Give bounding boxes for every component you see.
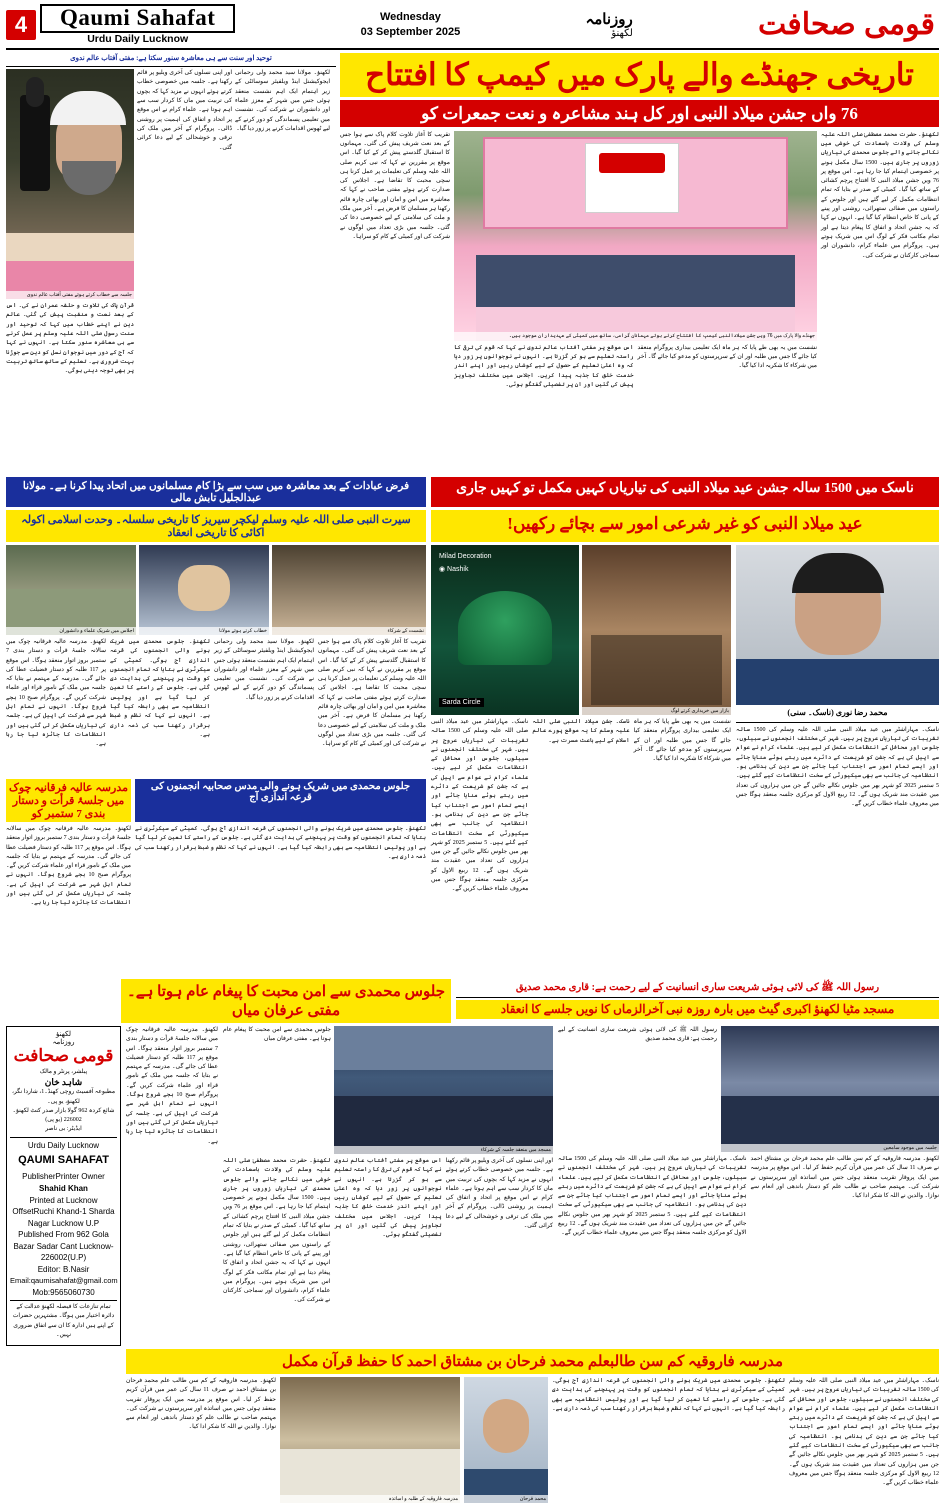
photo-caption: محمد فرحان <box>464 1495 548 1503</box>
bottom-right-text: رسول اللہ ﷺ کی لائی ہوئی شریعت ساری انسانیت کے لیے رحمت ہے: قاری محمد صدیق <box>558 1027 717 1043</box>
bottom-col-3: لکھنؤ۔ حضرت محمد مصطفیٰ صلی اللہ علیہ وسلم کی ولادت باسعادت کی خوشی میں نکالے جانے والے جلوس محمدی کی تیاریاں زوروں پر جاری ہیں۔ 1500 سال مکمل ہونے پر خصوصی اہتمام کیا جا رہا ہے۔ اس موقع پر 76 ویں جشن میلاد النبی کا افتتاح پرچم کشائی کے ساتھ کیا گیا۔ کمیٹی کے صدر نے بتایا کہ تمام انتظامات مکمل کر لیے گئے ہیں اور جلوس کے راستوں میں صفائی ستھرائی، روشنی اور پینے کے پانی کا خاص انتظام کیا گیا ہے۔ انہوں نے کہا کہ یہ جشن اتحاد و اتفاق کا پیغام دیتا ہے اور تمام مکاتب فکر کے لوگ اس میں شریک ہوتے ہیں۔ پروگرام میں علماء کرام، دانشوران اور سماجی کارکنان نے شرکت کی۔ <box>223 1158 331 1304</box>
band-2-headlines <box>6 510 939 542</box>
middle-left-col-2: لکھنؤ۔ جلوس محمدی میں شریک ہونے والی انجمنوں کی قرعہ اندازی آج ہوگی۔ کمیٹی کے سیکرٹری نے بتایا کہ تمام انجمنوں کو وقت پر پہنچنے کی ہدایت دی گئی ہے۔ جلوس کے راستے کا تعین کر لیا گیا ہے اور پولیس انتظامیہ سے بھی رابطہ کیا گیا ہے۔ انہوں نے کہا کہ نظم و ضبط برقرار رکھنا سب کی ذمہ داری ہے۔ <box>110 639 210 738</box>
left-body-1: قرآن پاک کی تلاوت و حلقہ عمران نے کی۔ اس کے بعد نعت و منقبت پیش کی گئی۔ عالم دین نے اپنے خطاب میں کہا کہ توحید اور سنت رسول صلی اللہ علیہ وسلم پر عمل کرنے سے ہی معاشرہ سنور سکتا ہے۔ انہوں نے کہا کہ آج کے دور میں نوجوان نسل کو دین سے جوڑنا بہت ضروری ہے۔ تعلیم کے ساتھ ساتھ تربیت پر بھی توجہ دینی ہوگی۔ <box>6 303 134 375</box>
city-text: لکھنؤ <box>611 28 633 39</box>
lead-body-left: تقریب کا آغاز تلاوت کلام پاک سے ہوا جس کے بعد نعت شریف پیش کی گئی۔ مہمانوں کا استقبال گلدستے پیش کر کے کیا گیا۔ اس موقع پر مقررین نے کہا کہ نبی کریم صلی اللہ علیہ وسلم کی تعلیمات پر عمل کرنا ہی سچی محبت کا تقاضا ہے۔ اجلاس کی صدارت کرتے ہوئے مفتی صاحب نے کہا کہ معاشرہ میں امن و امان اور بھائی چارہ قائم رکھنا ہر مسلمان کا فرض ہے۔ آخر میں ملک و ملت کی سلامتی کے لیے خصوصی دعا کی گئی۔ جلسہ میں بڑی تعداد میں لوگوں نے شرکت کی اور کمیٹی کے کام کو سراہا۔ <box>340 131 450 240</box>
imprint-en-owner: Shahid Khan <box>39 1183 88 1193</box>
middle-left-col-3: لکھنؤ۔ مولانا سید محمد ولی رحمانی ایجوکیشنل اینڈ ویلفیئر سوسائٹی کے زیر اہتمام ایک اہم نشست منعقد ہوئی جس میں شہر کے معزز علماء اور دانشوران نے شرکت کی۔ نشست میں تعلیمی پسماندگی کو دور کرنے کے لیے ٹھوس اقدامات کرنے پر زور دیا گیا۔ <box>214 639 314 701</box>
band5-col-3: ناسک۔ مہاراشٹر میں عید میلاد النبی صلی اللہ علیہ وسلم کی 1500 سالہ تقریبات کی تیاریاں عروج پر ہیں۔ شہر کی مختلف انجمنوں نے سبیلوں، جلوس اور محافل کے انتظامات مکمل کر لیے ہیں۔ علماء کرام نے عوام سے اپیل کی ہے کہ جشن کو شریعت کے دائرے میں رہتے ہوئے منایا جائے اور ایسے تمام امور سے اجتناب کیا جائے جن سے دین کی بدنامی ہو۔ انتظامیہ کی جانب سے بھی سیکیورٹی کے سخت انتظامات کیے گئے ہیں۔ 5 ستمبر 2025 کو شہر بھر میں جلوس نکالے جائیں گے جن میں ہزاروں کی تعداد میں عقیدت مند شریک ہوں گے۔ 12 ربیع الاول کو مرکزی جلسہ منعقد ہوگا جس میں معروف علماء خطاب کریں گے۔ <box>789 1378 940 1487</box>
imprint-en-editor: Editor: B.Nasir <box>37 1265 90 1275</box>
band3-mid-body: لکھنؤ۔ جلوس محمدی میں شریک ہونے والی انجمنوں کی قرعہ اندازی آج ہوگی۔ کمیٹی کے سیکرٹری نے بتایا کہ تمام انجمنوں کو وقت پر پہنچنے کی ہدایت دی گئی ہے۔ جلوس کے راستے کا تعین کر لیا گیا ہے اور پولیس انتظامیہ سے بھی رابطہ کیا گیا ہے۔ انہوں نے کہا کہ نظم و ضبط برقرار رکھنا سب کی ذمہ داری ہے۔ <box>135 826 426 860</box>
photo-caption: خطاب کرتے ہوئے مولانا <box>139 627 269 635</box>
photo-milad-decor: Milad Decoration ◉ Nashik Sarda Circle <box>431 545 579 715</box>
middle-center-col-2: ناسک۔ جشن میلاد النبی صلی اللہ علیہ وسلم کا یہ موقع پورے عالم اسلام کے لیے باعث مسرت ہے۔ <box>532 719 630 744</box>
day-label: Wednesday <box>379 11 441 24</box>
photo-audience-1 <box>6 545 136 635</box>
band2-right-headline: عید میلاد النبی کو غیر شرعی امور سے بچائے رکھیں! <box>431 510 939 542</box>
top-section <box>6 53 939 473</box>
lead-headline-1: تاریخی جھنڈے والے پارک میں کیمپ کا افتتاح <box>340 53 939 97</box>
band-5 <box>6 1349 939 1505</box>
imprint-en-mob: Mob:9565060730 <box>32 1287 95 1297</box>
imprint-ur-2: شاہد خان <box>44 1077 83 1088</box>
middle-left-col-1: لکھنؤ۔ مدرسہ عالیہ فرقانیہ چوک میں سالانہ جلسۂ قرأت و دستار بندی 7 ستمبر بروز اتوار منعقد ہوگا۔ اس موقع پر 117 طلبہ کو دستار فضیلت عطا کی جائے گی۔ مدرسہ کے مہتمم نے بتایا کہ جلسہ میں ملک کے نامور قراء اور علماء شرکت کریں گے۔ پروگرام صبح 10 بجے شروع ہوگا۔ انہوں نے تمام اہل شہر سے شرکت کی اپیل کی ہے۔ جلسہ کی تیاریاں مکمل کر لی گئی ہیں اور انتظامات کا جائزہ لیا جا رہا ہے۔ <box>6 639 106 748</box>
photo-mosque-jalsa <box>334 1026 553 1154</box>
middle-center <box>431 545 731 975</box>
middle-section <box>6 545 939 975</box>
profile-body: ناسک۔ مہاراشٹر میں عید میلاد النبی صلی اللہ علیہ وسلم کی 1500 سالہ تقریبات کی تیاریاں عروج پر ہیں۔ شہر کی مختلف انجمنوں نے سبیلوں، جلوس اور محافل کے انتظامات مکمل کر لیے ہیں۔ علماء کرام نے عوام سے اپیل کی ہے کہ جشن کو شریعت کے دائرے میں رہتے ہوئے منایا جائے اور ایسے تمام امور سے اجتناب کیا جائے جن سے دین کی بدنامی ہو۔ انتظامیہ کی جانب سے بھی سیکیورٹی کے سخت انتظامات کیے گئے ہیں۔ 5 ستمبر 2025 کو شہر بھر میں جلوس نکالے جائیں گے جن میں ہزاروں کی تعداد میں عقیدت مند شریک ہوں گے۔ 12 ربیع الاول کو مرکزی جلسہ منعقد ہوگا جس میں معروف علماء خطاب کریں گے۔ <box>736 726 939 808</box>
imprint-box <box>6 1026 121 1346</box>
photo-caption: نشست کے شرکاء <box>272 627 426 635</box>
lead-headline-2: 76 واں جشن میلاد النبی اور کل ہند مشاعرہ و نعت جمعرات کو <box>340 100 939 127</box>
photo-caption: اجلاس میں شریک علماء و دانشوران <box>6 627 136 635</box>
lead-story <box>340 53 939 473</box>
lead-body-right: لکھنؤ۔ حضرت محمد مصطفیٰ صلی اللہ علیہ وسلم کی ولادت باسعادت کی خوشی میں نکالے جانے والے جلوس محمدی کی تیاریاں زوروں پر جاری ہیں۔ 1500 سال مکمل ہونے پر خصوصی اہتمام کیا جا رہا ہے۔ اس موقع پر 76 ویں جشن میلاد النبی کا افتتاح پرچم کشائی کے ساتھ کیا گیا۔ کمیٹی کے صدر نے بتایا کہ تمام انتظامات مکمل کر لیے گئے ہیں اور جلوس کے راستوں میں صفائی ستھرائی، روشنی اور پینے کے پانی کا خاص انتظام کیا گیا ہے۔ انہوں نے کہا کہ یہ جشن اتحاد و اتفاق کا پیغام دیتا ہے اور تمام مکاتب فکر کے لوگ اس میں شریک ہوتے ہیں۔ پروگرام میں علماء کرام، دانشوران اور سماجی کارکنان نے شرکت کی۔ <box>821 131 940 259</box>
middle-left <box>6 545 426 975</box>
page-number: 4 <box>6 10 36 40</box>
imprint-ur-3: مطبوعہ آفسیٹ روچی کھنڈ۔1، شاردا نگر، لکھنؤ، یو پی۔ <box>11 1089 116 1105</box>
imprint-en-published: Published From 962 Gola Bazar Sadar Cant Lucknow-226002(U.P) <box>13 1230 114 1263</box>
band5-headline: مدرسہ فاروقیہ کم سن طالبعلم محمد فرحان بن مشتاق احمد کا حفظ قرآن مکمل <box>126 1349 939 1374</box>
photo-caption: جلسہ میں موجود سامعین <box>721 1144 939 1152</box>
bottom-col-4: اس موقع پر مفتی آفتاب عالم ندوی نے کہا کہ قوم کی ترقی کا راستہ تعلیم سے ہو کر گزرتا ہے۔ انہوں نے نوجوانوں پر زور دیا کہ وہ اعلیٰ تعلیم کے حصول کے لیے کوشاں رہیں اور اپنے اندر خدمت خلق کا جذبہ پیدا کریں۔ اجلاس میں مختلف تجاویز پیش کی گئیں اور ان پر تفصیلی گفتگو ہوئی۔ <box>334 1158 442 1239</box>
middle-center-col-3: نشست میں یہ بھی طے پایا کہ ہر ماہ ایک تعلیمی بیداری پروگرام منعقد کیا جائے گا جس میں طلبہ اور ان کے سرپرستوں کو مدعو کیا جائے گا۔ آخر میں شرکاء کا شکریہ ادا کیا گیا۔ <box>633 719 731 763</box>
middle-left-col-4: تقریب کا آغاز تلاوت کلام پاک سے ہوا جس کے بعد نعت شریف پیش کی گئی۔ مہمانوں کا استقبال گلدستے پیش کر کے کیا گیا۔ اس موقع پر مقررین نے کہا کہ نبی کریم صلی اللہ علیہ وسلم کی تعلیمات پر عمل کرنا ہی سچی محبت کا تقاضا ہے۔ اجلاس کی صدارت کرتے ہوئے مفتی صاحب نے کہا کہ معاشرہ میں امن و امان اور بھائی چارہ قائم رکھنا ہر مسلمان کا فرض ہے۔ آخر میں ملک و ملت کی سلامتی کے لیے خصوصی دعا کی گئی۔ جلسہ میں بڑی تعداد میں لوگوں نے شرکت کی اور کمیٹی کے کام کو سراہا۔ <box>318 639 426 748</box>
imprint-city: لکھنؤ <box>56 1030 71 1038</box>
mid-body-2: اس موقع پر مفتی آفتاب عالم ندوی نے کہا کہ قوم کی ترقی کا راستہ تعلیم سے ہو کر گزرتا ہے۔ انہوں نے نوجوانوں پر زور دیا کہ وہ اعلیٰ تعلیم کے حصول کے لیے کوشاں رہیں اور اپنے اندر خدمت خلق کا جذبہ پیدا کریں۔ اجلاس میں مختلف تجاویز پیش کی گئیں اور ان پر تفصیلی گفتگو ہوئی۔ <box>454 344 634 388</box>
middle-right <box>736 545 939 975</box>
paper-logo <box>40 4 235 44</box>
bottom-right-col-1: ناسک۔ مہاراشٹر میں عید میلاد النبی صلی اللہ علیہ وسلم کی 1500 سالہ تقریبات کی تیاریاں عروج پر ہیں۔ شہر کی مختلف انجمنوں نے سبیلوں، جلوس اور محافل کے انتظامات مکمل کر لیے ہیں۔ علماء کرام نے عوام سے اپیل کی ہے کہ جشن کو شریعت کے دائرے میں رہتے ہوئے منایا جائے اور ایسے تمام امور سے اجتناب کیا جائے جن سے دین کی بدنامی ہو۔ انتظامیہ کی جانب سے بھی سیکیورٹی کے سخت انتظامات کیے گئے ہیں۔ 5 ستمبر 2025 کو شہر بھر میں جلوس نکالے جائیں گے جن میں ہزاروں کی تعداد میں عقیدت مند شریک ہوں گے۔ 12 ربیع الاول کو مرکزی جلسہ منعقد ہوگا جس میں معروف علماء خطاب کریں گے۔ <box>558 1156 747 1237</box>
photo-profile <box>736 545 939 705</box>
mid-body-1: لکھنؤ۔ مولانا سید محمد ولی رحمانی ایجوکیشنل اینڈ ویلفیئر سوسائٹی کے زیر اہتمام ایک اہم نشست منعقد ہوئی جس میں شہر کے معزز علماء اور دانشوران نے شرکت کی۔ نشست میں تعلیمی پسماندگی کو دور کرنے کے لیے ٹھوس اقدامات کرنے پر زور دیا گیا۔ <box>235 70 330 132</box>
date-block <box>361 10 461 39</box>
band4-right-sub: مسجد مٹیا لکھنؤ اکبری گیٹ میں بارہ روزہ نبی آخرالزماں کا نویں جلسے کا انعقاد <box>456 1000 939 1019</box>
photo-audience-2 <box>272 545 426 635</box>
photo-caption: بازار میں خریداری کرتے لوگ <box>582 707 731 715</box>
imprint-disclaimer: تمام تنازعات کا فیصلہ لکھنؤ عدالت کے دائرہ اختیار میں ہوگا۔ مشتہرین حضرات کے اپنے ہیں ادارہ کا ان سے اتفاق ضروری نہیں۔ <box>12 1304 115 1339</box>
left-body-2: اور اپنی نسلوں کی آخری ویلیو پر قائم رکھنا ہے۔ جلسہ میں خصوصی خطاب کرتے ہوئے انہوں نے مزید کہا کہ بچوں کی تربیت میں ماں کا کردار سب سے اہم ہوتا ہے۔ علماء کرام نے اس موقع پر اتحاد و اتفاق کی اہمیت پر روشنی ڈالی۔ پروگرام کے آخر میں ملک کی ترقی و خوشحالی کے لیے دعا کرائی گئی۔ <box>137 70 232 151</box>
profile-name: محمد رضا نوری (ناسک۔ سنی) <box>736 707 939 723</box>
bottom-col-2: جلوس محمدی سے امن محبت کا پیغام عام ہوتا ہے۔ مفتی عرفان میاں <box>223 1027 331 1043</box>
imprint-en-line1: Urdu Daily Lucknow <box>27 1140 100 1150</box>
middle-center-col-1: ناسک۔ مہاراشٹر میں عید میلاد النبی صلی اللہ علیہ وسلم کی 1500 سالہ تقریبات کی تیاریاں عروج پر ہیں۔ شہر کی مختلف انجمنوں نے سبیلوں، جلوس اور محافل کے انتظامات مکمل کر لیے ہیں۔ علماء کرام نے عوام سے اپیل کی ہے کہ جشن کو شریعت کے دائرے میں رہتے ہوئے منایا جائے اور ایسے تمام امور سے اجتناب کیا جائے جن سے دین کی بدنامی ہو۔ انتظامیہ کی جانب سے بھی سیکیورٹی کے سخت انتظامات کیے گئے ہیں۔ 5 ستمبر 2025 کو شہر بھر میں جلوس نکالے جائیں گے جن میں ہزاروں کی تعداد میں عقیدت مند شریک ہوں گے۔ 12 ربیع الاول کو مرکزی جلسہ منعقد ہوگا جس میں معروف علماء خطاب کریں گے۔ <box>431 719 529 893</box>
paper-subtitle-en: Urdu Daily Lucknow <box>87 32 189 45</box>
imprint-en-printed: Printed at Lucknow OffsetRuchi Khand-1 Sharda Nagar Lucknow U.P <box>12 1195 115 1228</box>
rozmana-label <box>585 10 632 39</box>
rozmana-text: روزنامہ <box>585 11 633 28</box>
photo-caption: مدرسہ فاروقیہ کے طلبہ و اساتذہ <box>280 1495 460 1503</box>
band3-mid-headline: جلوس محمدی میں شریک ہونے والی مدس صحابیہ انجمنوں کی قرعہ اندازی آج <box>135 779 426 822</box>
left-kicker: توحید اور سنت سے ہی معاشرہ سنور سکتا ہے: مفتی آفتاب عالم ندوی <box>6 53 336 67</box>
photo-caption: جھنڈے والا پارک میں 76 ویں جشن میلادالنبی کیمپ کا افتتاح کرتے ہوئے مہمانان گرامی، ساتھ میں کمیٹی کے عہدیداران موجود ہیں۔ <box>454 332 817 340</box>
band-1-headlines <box>6 477 939 507</box>
imprint-logo-ur: قومی صحافت <box>13 1046 114 1065</box>
bottom-mosque-block <box>223 1026 553 1346</box>
bottom-section <box>6 1026 939 1346</box>
paper-title-ur: قومی صحافت <box>757 8 935 41</box>
photo-hafiz-group <box>280 1377 460 1503</box>
imprint-en-title: QAUMI SAHAFAT <box>18 1154 109 1167</box>
band-4-headlines <box>6 979 939 1023</box>
date-label: 03 September 2025 <box>360 25 461 38</box>
imprint-rozmana: روزنامہ <box>52 1038 75 1046</box>
band1-right-headline: ناسک میں 1500 سالہ جشن عید میلاد النبی کی تیاریاں کہیں مکمل تو کہیں جاری <box>431 477 939 507</box>
imprint-en-email: Email:qaumisahafat@gmail.com <box>10 1275 118 1285</box>
band3-left-body: لکھنؤ۔ مدرسہ عالیہ فرقانیہ چوک میں سالانہ جلسۂ قرأت و دستار بندی 7 ستمبر بروز اتوار منعقد ہوگا۔ اس موقع پر 117 طلبہ کو دستار فضیلت عطا کی جائے گی۔ مدرسہ کے مہتمم نے بتایا کہ جلسہ میں ملک کے نامور قراء اور علماء شرکت کریں گے۔ پروگرام صبح 10 بجے شروع ہوگا۔ انہوں نے تمام اہل شہر سے شرکت کی اپیل کی ہے۔ جلسہ کی تیاریاں مکمل کر لی گئی ہیں اور انتظامات کا جائزہ لیا جا رہا ہے۔ <box>6 826 131 907</box>
band5-col-2: لکھنؤ۔ جلوس محمدی میں شریک ہونے والی انجمنوں کی قرعہ اندازی آج ہوگی۔ کمیٹی کے سیکرٹری نے بتایا کہ تمام انجمنوں کو وقت پر پہنچنے کی ہدایت دی گئی ہے۔ جلوس کے راستے کا تعین کر لیا گیا ہے اور پولیس انتظامیہ سے بھی رابطہ کیا گیا ہے۔ انہوں نے کہا کہ نظم و ضبط برقرار رکھنا سب کی ذمہ داری ہے۔ <box>552 1378 785 1412</box>
photo-caption: جلسہ سے خطاب کرتے ہوئے مفتی آفتاب عالم ندوی <box>6 291 134 299</box>
bottom-right-block <box>558 1026 939 1346</box>
band4-right-headline: رسول اللہ ﷺ کی لائی ہوئی شریعت ساری انسانیت کے لیے رحمت ہے: قاری محمد صدیق <box>456 979 939 998</box>
masthead <box>6 4 939 50</box>
paper-title-en: Qaumi Sahafat <box>40 4 235 32</box>
imprint-ur-4: شائع کردہ 962 گولا بازار صدر کنٹ لکھنؤ۔ 226002 (یو پی) <box>12 1107 115 1124</box>
imprint-en-role: PublisherPrinter Owner <box>22 1172 105 1182</box>
mid-body-3: نشست میں یہ بھی طے پایا کہ ہر ماہ ایک تعلیمی بیداری پروگرام منعقد کیا جائے گا جس میں طلبہ اور ان کے سرپرستوں کو مدعو کیا جائے گا۔ آخر میں شرکاء کا شکریہ ادا کیا گیا۔ <box>637 344 817 370</box>
band5-col-1: لکھنؤ۔ مدرسہ فاروقیہ کے کم سن طالب علم محمد فرحان بن مشتاق احمد نے صرف 11 سال کی عمر میں قرآن کریم حفظ کر لیا۔ اس موقع پر مدرسہ میں ایک پروقار تقریب منعقد ہوئی جس میں اساتذہ اور سرپرستوں نے شرکت کی۔ مہتمم صاحب نے طالب علم کو دستار باندھی اور انعام سے نوازا۔ والدین نے اللہ کا شکر ادا کیا۔ <box>126 1378 277 1431</box>
band2-left-headline: سیرت النبی صلی اللہ علیہ وسلم لیکچر سیریز کا تاریخی سلسلہ۔ وحدت اسلامی اکولہ اکائی کا تاریخی انعقاد <box>6 510 426 542</box>
photo-market <box>582 545 731 715</box>
band1-left-headline: فرض عبادات کے بعد معاشرہ میں سب سے بڑا کام مسلمانوں میں اتحاد پیدا کرنا ہے۔ مولانا عبدالجلیل تابش مالی <box>6 477 426 507</box>
imprint-ur-1: پبلشر، پرنٹر و مالک <box>39 1069 88 1075</box>
photo-speaker <box>139 545 269 635</box>
bottom-col-5: اور اپنی نسلوں کی آخری ویلیو پر قائم رکھنا ہے۔ جلسہ میں خصوصی خطاب کرتے ہوئے انہوں نے مزید کہا کہ بچوں کی تربیت میں ماں کا کردار سب سے اہم ہوتا ہے۔ علماء کرام نے اس موقع پر اتحاد و اتفاق کی اہمیت پر روشنی ڈالی۔ پروگرام کے آخر میں ملک کی ترقی و خوشحالی کے لیے دعا کرائی گئی۔ <box>445 1158 553 1230</box>
photo-hafiz <box>464 1377 548 1503</box>
left-column <box>6 53 336 473</box>
band4-left-headline: جلوس محمدی سے امن محبت کا پیغام عام ہوتا ہے۔ مفتی عرفان میاں <box>121 979 451 1023</box>
photo-lead <box>454 131 817 341</box>
bottom-col-1: لکھنؤ۔ مدرسہ عالیہ فرقانیہ چوک میں سالانہ جلسۂ قرأت و دستار بندی 7 ستمبر بروز اتوار منعقد ہوگا۔ اس موقع پر 117 طلبہ کو دستار فضیلت عطا کی جائے گی۔ مدرسہ کے مہتمم نے بتایا کہ جلسہ میں ملک کے نامور قراء اور علماء شرکت کریں گے۔ پروگرام صبح 10 بجے شروع ہوگا۔ انہوں نے تمام اہل شہر سے شرکت کی اپیل کی ہے۔ جلسہ کی تیاریاں مکمل کر لی گئی ہیں اور انتظامات کا جائزہ لیا جا رہا ہے۔ <box>126 1027 219 1145</box>
bottom-right-col-2: لکھنؤ۔ مدرسہ فاروقیہ کے کم سن طالب علم محمد فرحان بن مشتاق احمد نے صرف 11 سال کی عمر میں قرآن کریم حفظ کر لیا۔ اس موقع پر مدرسہ میں ایک پروقار تقریب منعقد ہوئی جس میں اساتذہ اور سرپرستوں نے شرکت کی۔ مہتمم صاحب نے طالب علم کو دستار باندھی اور انعام سے نوازا۔ والدین نے اللہ کا شکر ادا کیا۔ <box>750 1156 939 1200</box>
band3-left-headline: مدرسہ عالیہ فرقانیہ چوک میں جلسۂ قرأت و دستار بندی 7 ستمبر کو <box>6 779 131 822</box>
photo-jalsa <box>721 1026 939 1152</box>
photo-caption: مسجد میں منعقد جلسہ کے شرکاء <box>334 1146 553 1154</box>
photo-mufti <box>6 69 134 299</box>
imprint-ur-5: ایڈیٹر: بی ناصر <box>45 1126 82 1133</box>
